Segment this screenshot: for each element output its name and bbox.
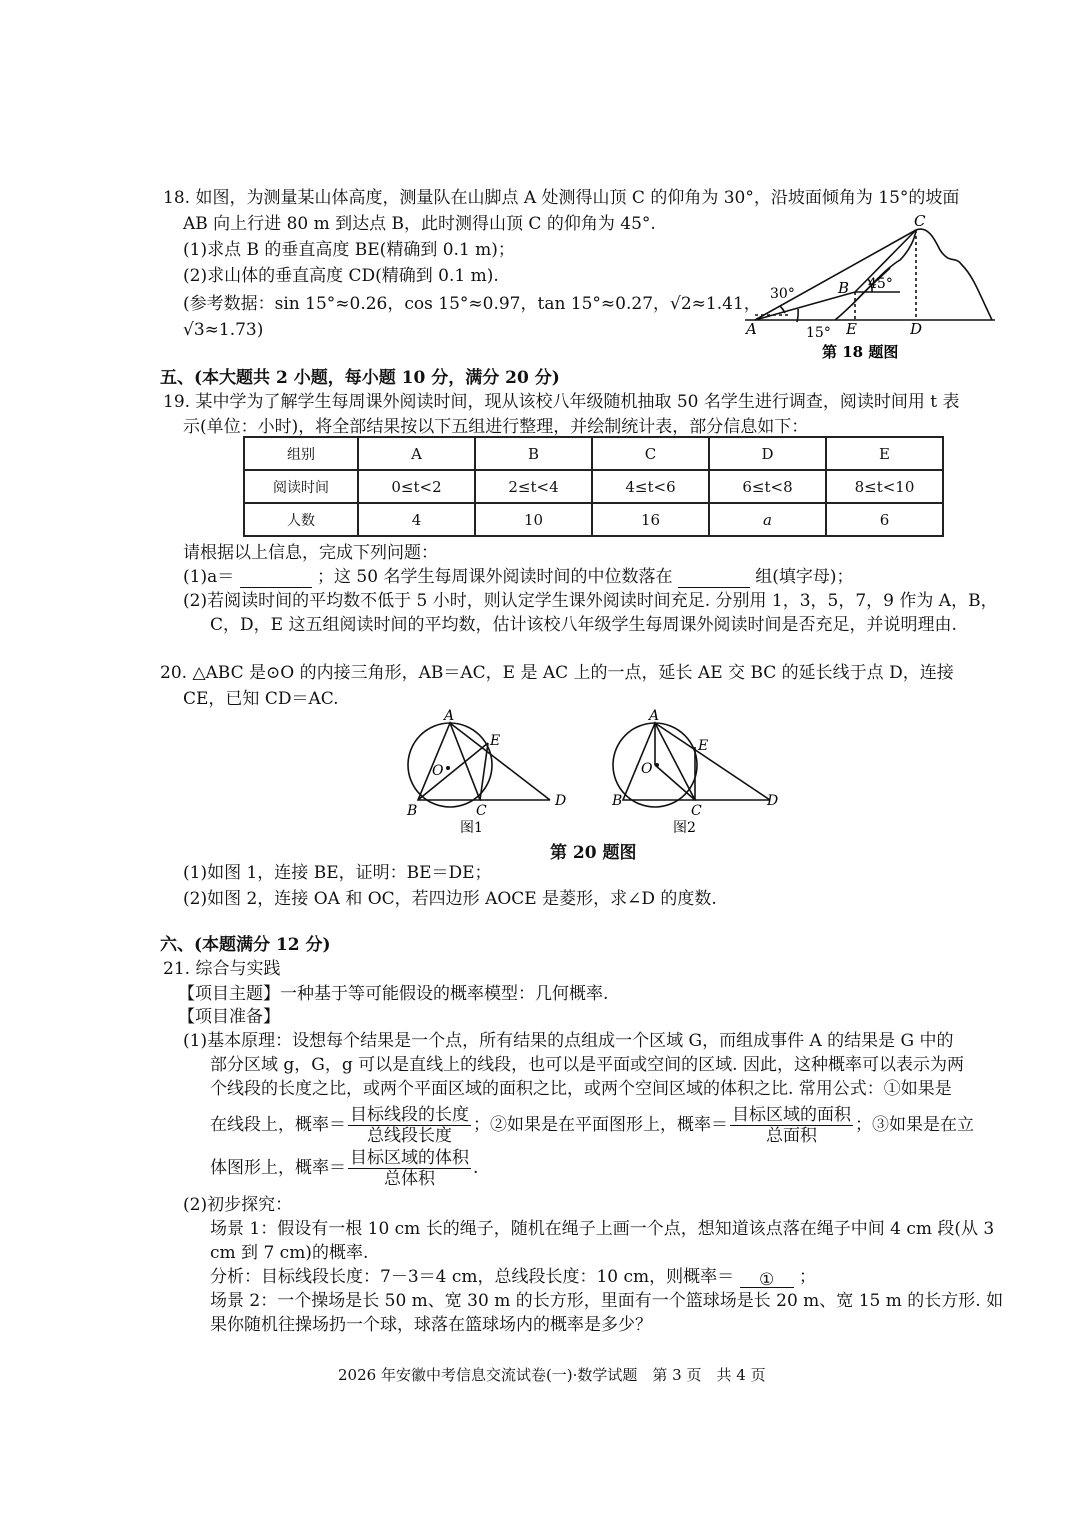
point-B-label: B	[838, 279, 850, 297]
q21-formula-line-2	[210, 1146, 478, 1190]
q20-line-1: 20. △ABC 是⊙O 的内接三角形，AB＝AC，E 是 AC 上的一点，延长 AE 交 BC 的延长线于点 D，连接	[160, 663, 954, 683]
q18-line-1: 18. 如图，为测量某山体高度，测量队在山脚点 A 处测得山顶 C 的仰角为 30°，沿坡面倾角为 15°的坡面	[163, 188, 960, 208]
group-cell: C	[592, 437, 709, 470]
answer-blank-a[interactable]	[240, 569, 312, 588]
count-cell: 16	[592, 503, 709, 536]
formula-volume-denominator: 总体积	[384, 1169, 435, 1189]
figure-2-label: 图2	[673, 820, 696, 835]
point-D-label: D	[555, 793, 567, 809]
q20-line-2: CE，已知 CD＝AC.	[183, 689, 339, 709]
center-O-dot	[446, 766, 450, 770]
q18-line-2: AB 向上行进 80 m 到达点 B，此时测得山顶 C 的仰角为 45°.	[183, 214, 656, 234]
point-B-label: B	[612, 793, 623, 809]
triangle-ABC	[418, 723, 480, 800]
section-6-heading: 六、(本题满分 12 分)	[160, 935, 331, 955]
page-footer: 2026 年安徽中考信息交流试卷(一)·数学试题 第 3 页 共 4 页	[338, 1366, 766, 1384]
answer-blank-median-group[interactable]	[678, 569, 750, 588]
time-cell: 8≤t<10	[826, 470, 943, 503]
section-5-heading: 五、(本大题共 2 小题，每小题 10 分，满分 20 分)	[160, 368, 560, 388]
point-E-label: E	[490, 733, 501, 749]
line-CE	[480, 743, 488, 800]
q21-principle-line-1: (1)基本原理：设想每个结果是一个点，所有结果的点组成一个区域 G，而组成事件 A 的结果是 G 中的	[183, 1031, 954, 1051]
q20-part-2: (2)如图 2，连接 OA 和 OC，若四边形 AOCE 是菱形，求∠D 的度数.	[183, 889, 717, 909]
formula-1-prefix: 在线段上，概率＝	[210, 1115, 346, 1135]
q19-part-1-b: ；这 50 名学生每周课外阅读时间的中位数落在	[317, 567, 673, 587]
table-row	[244, 437, 943, 470]
formula-volume-numerator: 目标区域的体积	[350, 1148, 469, 1168]
formula-length-fraction	[348, 1105, 471, 1146]
q21-project-prep: 【项目准备】	[178, 1007, 280, 1027]
q19-line-1: 19. 某中学为了解学生每周课外阅读时间，现从该校八年级随机抽取 50 名学生进行调查，阅读时间用 t 表	[163, 392, 960, 412]
q21-scene-1: 场景 1：假设有一根 10 cm 长的绳子，随机在绳子上画一个点，想知道该点落在绳子中间 4 cm 段(从 3	[210, 1219, 995, 1239]
point-D-label: D	[910, 320, 923, 338]
q19-line-2: 示(单位：小时)，将全部结果按以下五组进行整理，并绘制统计表，部分信息如下：	[183, 417, 809, 437]
q21-formula-line	[210, 1103, 974, 1147]
row-head-time: 阅读时间	[244, 470, 358, 503]
table-row	[244, 470, 943, 503]
q19-part-1	[183, 566, 854, 588]
q20-figure-caption: 第 20 题图	[550, 843, 637, 863]
q18-reference-data: (参考数据：sin 15°≈0.26，cos 15°≈0.97，tan 15°≈0.27，√2≈1.41，	[183, 294, 761, 314]
q21-analysis	[210, 1266, 816, 1288]
figure-1-label: 图1	[460, 820, 483, 835]
row-head-count: 人数	[244, 503, 358, 536]
formula-area-denominator: 总面积	[766, 1126, 817, 1146]
formula-area-numerator: 目标区域的面积	[732, 1105, 851, 1125]
q20-figure-1	[400, 705, 580, 835]
line-AD	[655, 723, 770, 800]
q18-figure-caption: 第 18 题图	[822, 343, 899, 361]
time-cell: 6≤t<8	[709, 470, 826, 503]
reading-time-table	[243, 436, 944, 537]
q18-reference-data-2: √3≈1.73)	[183, 320, 264, 340]
group-cell: D	[709, 437, 826, 470]
q21-scene-2: 场景 2：一个操场是长 50 m、宽 30 m 的长方形，里面有一个篮球场是长 20 m、宽 15 m 的长方形. 如	[210, 1291, 1004, 1311]
formula-volume-fraction	[348, 1148, 471, 1189]
formula-length-numerator: 目标线段的长度	[350, 1105, 469, 1125]
angle-45-label: 45°	[868, 276, 893, 292]
formula-length-denominator: 总线段长度	[367, 1126, 452, 1146]
line-AC	[755, 230, 916, 320]
formula-3-end: .	[473, 1158, 479, 1178]
count-cell: 4	[358, 503, 475, 536]
q21-scene-1-cont: cm 到 7 cm)的概率.	[210, 1243, 369, 1263]
q21-explore-heading: (2)初步探究：	[183, 1195, 293, 1215]
q20-figure-2	[605, 705, 785, 835]
table-row	[244, 503, 943, 536]
q20-part-1: (1)如图 1，连接 BE，证明：BE＝DE；	[183, 863, 492, 883]
point-O-label: O	[432, 763, 444, 779]
point-D-label: D	[767, 793, 779, 809]
point-B-label: B	[407, 803, 418, 819]
row-head-group: 组别	[244, 437, 358, 470]
q18-figure	[740, 210, 1000, 365]
q21-project-theme: 【项目主题】一种基于等可能假设的概率模型：几何概率.	[178, 984, 609, 1004]
mountain-outline	[835, 229, 992, 320]
angle-15-arc	[797, 309, 798, 322]
point-O-label: O	[641, 761, 653, 777]
group-cell: E	[826, 437, 943, 470]
line-OC	[655, 765, 695, 800]
count-cell: 6	[826, 503, 943, 536]
q21-scene-2-cont: 果你随机往操场扔一个球，球落在篮球场内的概率是多少？	[210, 1315, 652, 1335]
formula-2-prefix: ；②如果是在平面图形上，概率＝	[473, 1115, 728, 1135]
q19-instruction: 请根据以上信息，完成下列问题：	[183, 543, 438, 563]
point-E-label: E	[846, 320, 857, 338]
q19-part-2-cont: C，D，E 这五组阅读时间的平均数，估计该校八年级学生每周课外阅读时间是否充足，并说明理由.	[210, 615, 957, 635]
count-cell: 10	[475, 503, 592, 536]
point-C-label: C	[476, 803, 487, 819]
angle-30-label: 30°	[770, 286, 795, 302]
q21-title: 21. 综合与实践	[163, 959, 281, 979]
point-A-label: A	[746, 320, 757, 338]
point-C-label: C	[914, 212, 926, 230]
group-cell: B	[475, 437, 592, 470]
q18-part-2: (2)求山体的垂直高度 CD(精确到 0.1 m).	[183, 266, 499, 286]
time-cell: 2≤t<4	[475, 470, 592, 503]
point-A-label: A	[444, 708, 455, 724]
group-cell: A	[358, 437, 475, 470]
time-cell: 0≤t<2	[358, 470, 475, 503]
q21-analysis-text: 分析：目标线段长度：7－3＝4 cm，总线段长度：10 cm，则概率＝	[210, 1267, 735, 1287]
count-cell: a	[709, 503, 826, 536]
point-E-label: E	[698, 738, 709, 754]
point-C-label: C	[691, 803, 702, 819]
q21-principle-line-2: 部分区域 g，G，g 可以是直线上的线段，也可以是平面或空间的区域. 因此，这种概率可以表示为两	[210, 1055, 964, 1075]
q21-analysis-end: ；	[798, 1267, 816, 1287]
q18-part-1: (1)求点 B 的垂直高度 BE(精确到 0.1 m)；	[183, 240, 515, 260]
q19-part-1-c: 组(填字母)；	[755, 567, 854, 587]
point-A-label: A	[649, 708, 660, 724]
formula-3-lead: 体图形上，概率＝	[210, 1158, 346, 1178]
q21-principle-line-3: 个线段的长度之比，或两个平面区域的面积之比，或两个空间区域的体积之比. 常用公式：①如果是	[210, 1079, 952, 1099]
center-O-dot	[655, 763, 659, 767]
formula-area-fraction	[730, 1105, 853, 1146]
time-cell: 4≤t<6	[592, 470, 709, 503]
q19-part-1-a: (1)a＝	[183, 567, 235, 587]
answer-blank-1[interactable]: ①	[740, 1269, 794, 1288]
formula-3-prefix: ；③如果是在立	[855, 1115, 974, 1135]
angle-15-label: 15°	[806, 325, 831, 341]
q19-part-2: (2)若阅读时间的平均数不低于 5 小时，则认定学生课外阅读时间充足. 分别用 1，3，5，7，9 作为 A，B，	[183, 591, 998, 611]
